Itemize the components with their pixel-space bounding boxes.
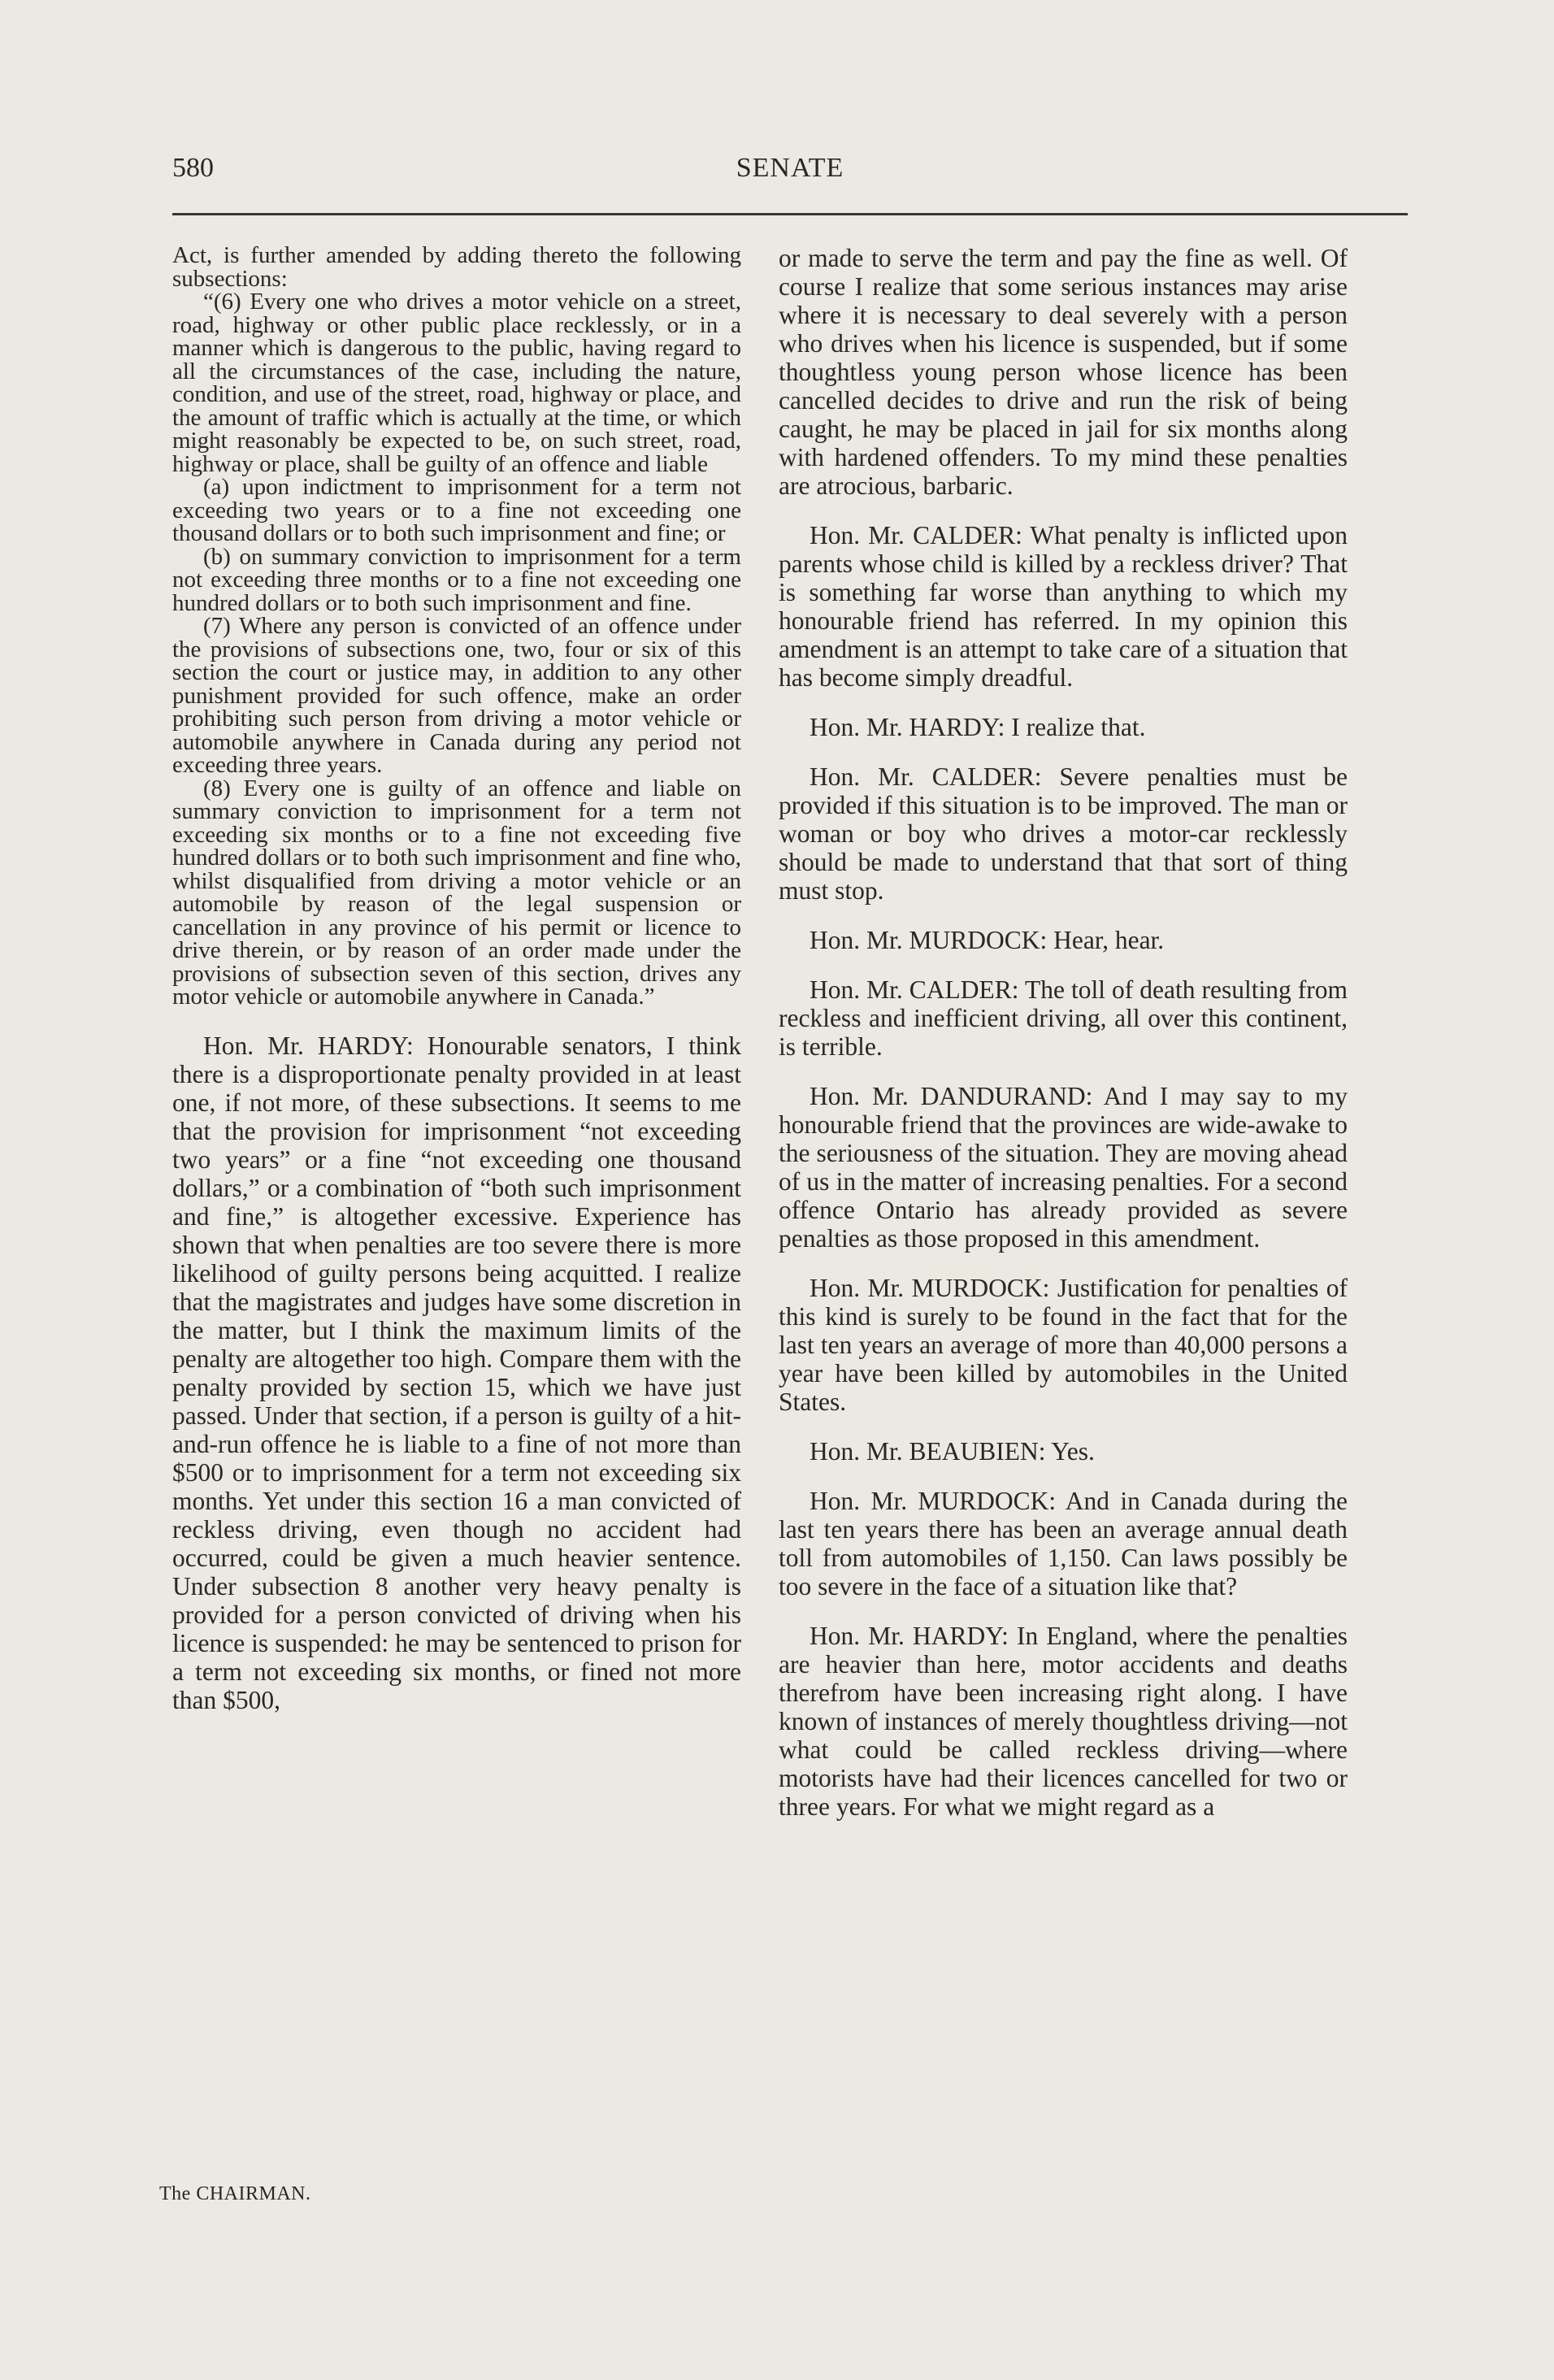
page-number: 580 xyxy=(172,153,214,183)
speech-paragraph: Hon. Mr. MURDOCK: Justification for penalties of this kind is surely to be found in the fact that for the last ten years an average of more than 40,000 persons a year have been killed by automobiles in the United States. xyxy=(779,1274,1348,1416)
speech-paragraph: Hon. Mr. CALDER: The toll of death resulting from reckless and inefficient driving, all over this continent, is terrible. xyxy=(779,975,1348,1061)
speech-paragraph: Hon. Mr. HARDY: I realize that. xyxy=(810,713,1146,741)
running-head: SENATE xyxy=(736,153,844,183)
page-header xyxy=(172,153,1408,193)
speech-paragraph: Hon. Mr. MURDOCK: And in Canada during the last ten years there has been an average annual death toll from automobiles of 1,150. Can laws possibly be too severe in the face of a situation like that? xyxy=(779,1487,1348,1600)
speech-paragraph: Hon. Mr. HARDY: Honourable senators, I think there is a disproportionate penalty provided in at least one, if not more, of these subsections. It seems to me that the provision for imprisonment “not exceeding two years” or a fine “not exceeding one thousand dollars,” or a combination of “both such imprisonment and fine,” is altogether excessive. Experience has shown that when penalties are too severe there is more likelihood of guilty persons being acquitted. I realize that the magistrates and judges have some discretion in the matter, but I think the maximum limits of the penalty are altogether too high. Compare them with the penalty provided by section 15, which we have just passed. Under that section, if a person is guilty of a hit-and-run offence he is liable to a fine of not more than $500 or to imprisonment for a term not exceeding six months. Yet under this section 16 a man convicted of reckless driving, even though no accident had occurred, could be given a much heavier sentence. Under subsection 8 another very heavy penalty is provided for a person convicted of driving when his licence is suspended: he may be sentenced to prison for a term not exceeding six months, or fined not more than $500, xyxy=(172,1031,741,1714)
speech-paragraph: Hon. Mr. MURDOCK: Hear, hear. xyxy=(810,926,1165,954)
speech-paragraph: Hon. Mr. CALDER: Severe penalties must be provided if this situation is to be improved. The man or woman or boy who drives a motor-car recklessly should be made to understand that that sort of thing must stop. xyxy=(779,762,1348,905)
statute-intro: Act, is further amended by adding thereto the following subsections: xyxy=(172,242,741,292)
statute-amendment-text xyxy=(172,244,741,1009)
speech-continuation: or made to serve the term and pay the fine as well. Of course I realize that some serious instances may arise where it is necessary to deal severely with a person who drives when his licence is suspended, but if some thoughtless young person whose licence has been cancelled decides to drive and run the risk of being caught, he may be placed in jail for six months along with hardened offenders. To my mind these penalties are atrocious, barbaric. xyxy=(779,244,1348,500)
right-column xyxy=(779,244,1348,1821)
subsection-6: “(6) Every one who drives a motor vehicle on a street, road, highway or other public place recklessly, or in a manner which is dangerous to the public, having regard to all the circumstances of the case, including the nature, condition, and use of the street, road, highway or place, and the amount of traffic which is actually at the time, or which might reasonably be expected to be, on such street, road, highway or place, shall be guilty of an offence and liable xyxy=(172,289,741,477)
speech-paragraph: Hon. Mr. CALDER: What penalty is inflicted upon parents whose child is killed by a reckless driver? That is something far worse than anything to which my honourable friend has referred. In my opinion this amendment is an attempt to take care of a situation that has become simply dreadful. xyxy=(779,521,1348,692)
subsection-8: (8) Every one is guilty of an offence and liable on summary conviction to imprisonment for a term not exceeding six months or to a fine not exceeding five hundred dollars or to both such imprisonment and fine who, whilst disqualified from driving a motor vehicle or an automobile by reason of the legal suspension or cancellation in any province of his permit or licence to drive therein, or by reason of an order made under the provisions of subsection seven of this section, drives any motor vehicle or automobile anywhere in Canada.” xyxy=(172,775,741,1010)
subsection-7: (7) Where any person is convicted of an offence under the provisions of subsections one, two, four or six of this section the court or justice may, in addition to any other punishment provided for such offence, make an order prohibiting such person from driving a motor vehicle or automobile anywhere in Canada during any period not exceeding three years. xyxy=(172,613,741,778)
header-rule xyxy=(172,213,1408,215)
speech-paragraph: Hon. Mr. DANDURAND: And I may say to my honourable friend that the provinces are wide-awake to the seriousness of the situation. They are moving ahead of us in the matter of increasing penalties. For a second offence Ontario has already provided as severe penalties as those proposed in this amendment. xyxy=(779,1082,1348,1253)
catchword: The CHAIRMAN. xyxy=(159,2183,311,2204)
clause-a: (a) upon indictment to imprisonment for a term not exceeding two years or to a fine not exceeding one thousand dollars or to both such imprisonment and fine; or xyxy=(172,474,741,546)
hardy-speech xyxy=(172,1031,741,1714)
speech-paragraph: Hon. Mr. BEAUBIEN: Yes. xyxy=(810,1437,1095,1466)
clause-b: (b) on summary conviction to imprisonment for a term not exceeding three months or to a fine not exceeding one hundred dollars or to both such imprisonment and fine. xyxy=(172,543,741,616)
left-column xyxy=(172,244,741,1714)
speech-paragraph: Hon. Mr. HARDY: In England, where the penalties are heavier than here, motor accidents and deaths therefrom have been increasing right along. I have known of instances of merely thoughtless driving—not what could be called reckless driving—where motorists have had their licences cancelled for two or three years. For what we might regard as a xyxy=(779,1622,1348,1821)
